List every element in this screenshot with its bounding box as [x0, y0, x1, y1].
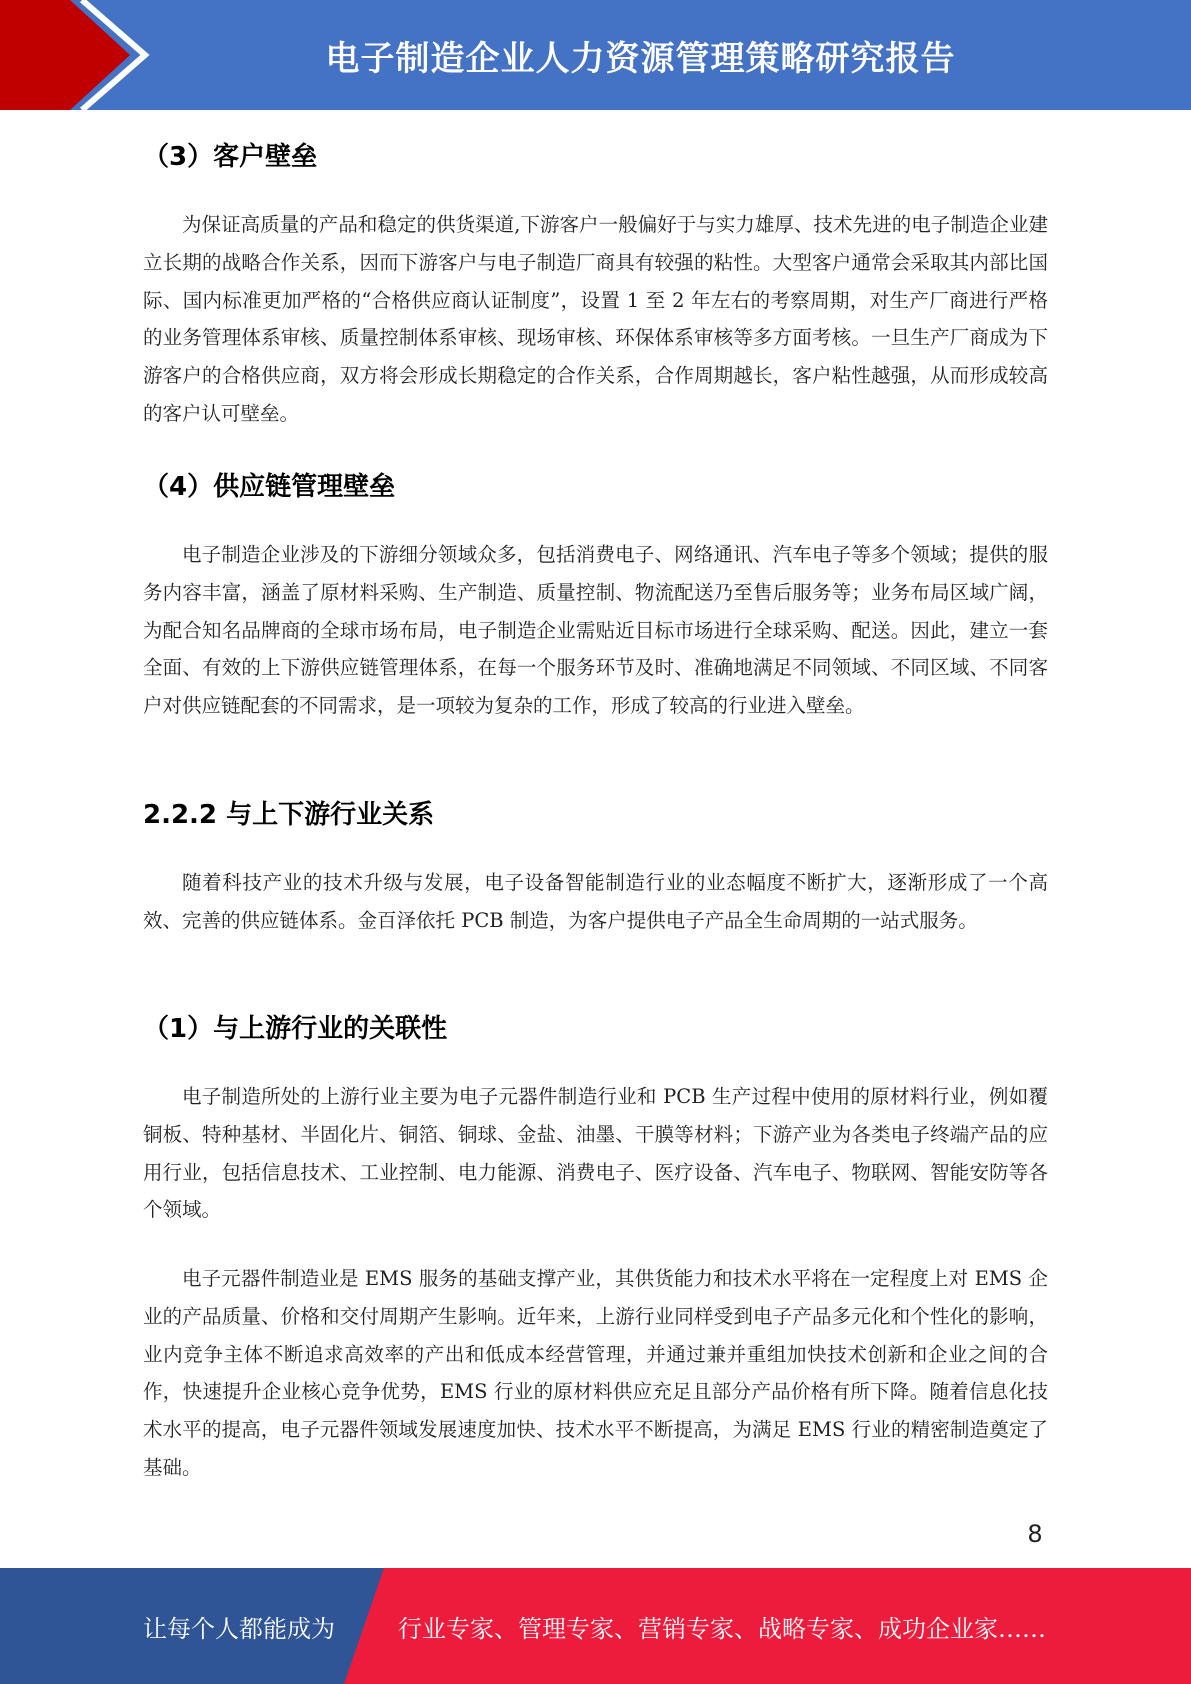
header-chevron-icon — [0, 0, 160, 110]
section-heading-upstream-relation: （1）与上游行业的关联性 — [143, 1014, 448, 1044]
report-title: 电子制造企业人力资源管理策略研究报告 — [325, 38, 956, 79]
section-heading-upstream-downstream: 2.2.2 与上下游行业关系 — [143, 800, 435, 830]
paragraph-upstream-relation-1: 电子制造所处的上游行业主要为电子元器件制造行业和 PCB 生产过程中使用的原材料行业，例如覆铜板、特种基材、半固化片、铜箔、铜球、金盐、油墨、干膜等材料；下游产业为各类电子终端产品的应用行业，包括信息技术、工业控制、电力能源、消费电子、医疗设备、汽车电子、物联网、智能安防等各个领域。 — [143, 1085, 1048, 1222]
page-footer — [0, 1568, 1191, 1684]
section-heading-customer-barrier: （3）客户壁垒 — [143, 142, 318, 172]
page-header — [0, 0, 1191, 110]
footer-slogan-left: 让每个人都能成为 — [143, 1614, 335, 1643]
section-heading-supply-chain-barrier: （4）供应链管理壁垒 — [143, 472, 396, 502]
paragraph-upstream-downstream: 随着科技产业的技术升级与发展，电子设备智能制造行业的业态幅度不断扩大，逐渐形成了一个高效、完善的供应链体系。金百泽依托 PCB 制造，为客户提供电子产品全生命周期的一站式服务。 — [143, 871, 1048, 932]
footer-slogan-right: 行业专家、管理专家、营销专家、战略专家、成功企业家…… — [398, 1614, 1046, 1643]
paragraph-customer-barrier: 为保证高质量的产品和稳定的供货渠道,下游客户一般偏好于与实力雄厚、技术先进的电子制造企业建立长期的战略合作关系，因而下游客户与电子制造厂商具有较强的粘性。大型客户通常会采取其内部比国际、国内标准更加严格的“合格供应商认证制度”，设置 1 至 2 年左右的考察周期，对生产厂商进行严格的业务管理体系审核、质量控制体系审核、现场审核、环保体系审核等多方面考核。一旦生产厂商成为下游客户的合格供应商，双方将会形成长期稳定的合作关系，合作周期越长，客户粘性越强，从而形成较高的客户认可壁垒。 — [143, 213, 1048, 425]
page-number: 8 — [1027, 1520, 1043, 1548]
paragraph-upstream-relation-2: 电子元器件制造业是 EMS 服务的基础支撑产业，其供货能力和技术水平将在一定程度上对 EMS 企业的产品质量、价格和交付周期产生影响。近年来，上游行业同样受到电子产品多元化和个性化的影响，业内竞争主体不断追求高效率的产出和低成本经营管理，并通过兼并重组加快技术创新和企业之间的合作，快速提升企业核心竞争优势，EMS 行业的原材料供应充足且部分产品价格有所下降。随着信息化技术水平的提高，电子元器件领域发展速度加快、技术水平不断提高，为满足 EMS 行业的精密制造奠定了基础。 — [143, 1267, 1048, 1479]
paragraph-supply-chain-barrier: 电子制造企业涉及的下游细分领域众多，包括消费电子、网络通讯、汽车电子等多个领域；提供的服务内容丰富，涵盖了原材料采购、生产制造、质量控制、物流配送乃至售后服务等；业务布局区域广阔，为配合知名品牌商的全球市场布局，电子制造企业需贴近目标市场进行全球采购、配送。因此，建立一套全面、有效的上下游供应链管理体系，在每一个服务环节及时、准确地满足不同领域、不同区域、不同客户对供应链配套的不同需求，是一项较为复杂的工作，形成了较高的行业进入壁垒。 — [143, 543, 1048, 718]
